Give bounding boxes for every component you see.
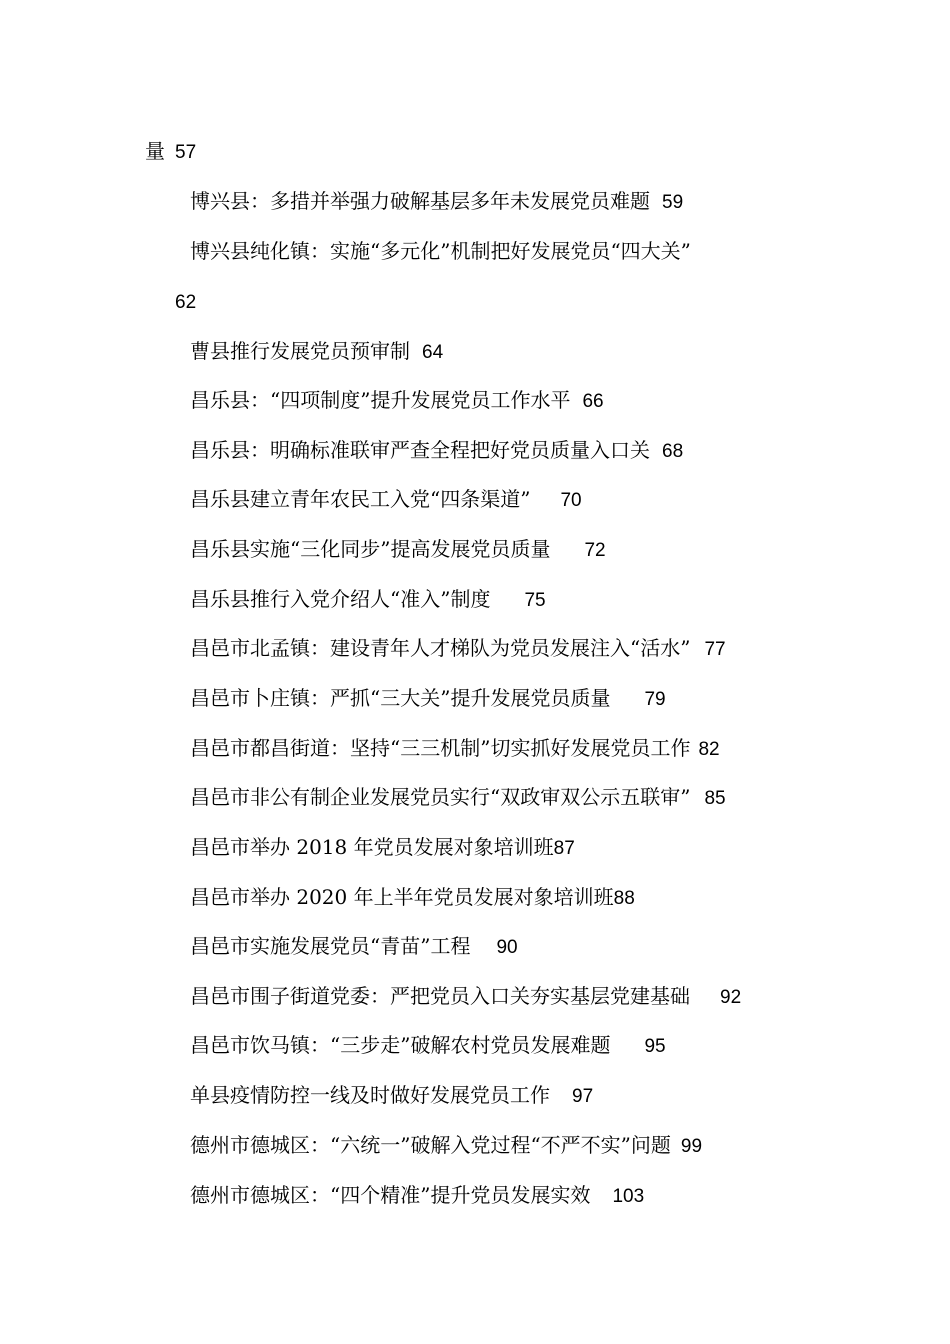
toc-entry [190, 535, 606, 565]
toc-entry [190, 982, 741, 1012]
toc-entry-page: 62 [175, 292, 197, 313]
toc-entry-title: 昌邑市实施发展党员“青苗”工程 [190, 934, 471, 958]
toc-entry-title: 昌邑市卜庄镇：严抓“三大关”提升发展党员质量 [190, 686, 611, 710]
toc-entry-title: 昌乐县推行入党介绍人“准入”制度 [190, 587, 491, 611]
toc-entry-page: 92 [720, 987, 742, 1008]
toc-entry-title: 博兴县：多措并举强力破解基层多年未发展党员难题 [190, 189, 650, 213]
toc-entry-title: 量 [145, 139, 165, 163]
toc-entry [190, 833, 575, 863]
toc-entry-page: 97 [572, 1086, 594, 1107]
toc-entry-page: 59 [662, 192, 684, 213]
toc-entry [190, 585, 546, 615]
toc-entry-title: 德州市德城区：“六统一”破解入党过程“不严不实”问题 [190, 1133, 671, 1157]
toc-entry-page: 72 [584, 540, 606, 561]
toc-entry-title: 昌邑市饮马镇：“三步走”破解农村党员发展难题 [190, 1033, 611, 1057]
toc-entry-page: 95 [644, 1036, 666, 1057]
toc-entry-title: 曹县推行发展党员预审制 [190, 339, 410, 363]
toc-entry [190, 237, 691, 265]
toc-entry [190, 485, 582, 515]
toc-entry-page: 68 [662, 441, 684, 462]
toc-entry [190, 932, 518, 962]
toc-entry [190, 436, 683, 466]
toc-entry-title: 昌邑市举办 2018 年党员发展对象培训班 [190, 835, 554, 859]
toc-entry [190, 337, 443, 367]
toc-entry-page: 88 [613, 888, 635, 909]
toc-entry [190, 1181, 644, 1211]
toc-entry-title: 昌邑市举办 2020 年上半年党员发展对象培训班 [190, 885, 614, 909]
toc-entry-page-wrap [175, 287, 196, 317]
toc-entry-page: 85 [704, 788, 726, 809]
toc-entry-title: 昌乐县实施“三化同步”提高发展党员质量 [190, 537, 551, 561]
toc-entry-page: 66 [582, 391, 604, 412]
toc-entry-page: 70 [560, 490, 582, 511]
toc-entry-title: 昌邑市围子街道党委：严把党员入口关夯实基层党建基础 [190, 984, 690, 1008]
toc-entry-title: 德州市德城区：“四个精准”提升党员发展实效 [190, 1183, 591, 1207]
toc-entry-title: 博兴县纯化镇：实施“多元化”机制把好发展党员“四大关” [190, 239, 691, 263]
toc-entry [190, 386, 604, 416]
toc-entry [190, 734, 720, 764]
toc-entry-page: 87 [553, 838, 575, 859]
toc-entry-page: 99 [680, 1136, 703, 1157]
toc-entry-page: 75 [524, 590, 546, 611]
toc-entry-page: 79 [644, 689, 666, 710]
toc-entry [190, 1081, 593, 1111]
toc-entry-page: 103 [612, 1186, 645, 1207]
toc-entry-title: 昌乐县建立青年农民工入党“四条渠道” [190, 487, 531, 511]
toc-entry [190, 1131, 702, 1161]
toc-entry-title: 单县疫情防控一线及时做好发展党员工作 [190, 1083, 550, 1107]
toc-entry [190, 634, 726, 664]
toc-entry [190, 684, 666, 714]
toc-entry-page: 90 [496, 937, 518, 958]
toc-entry [190, 187, 683, 217]
toc-entry [190, 783, 726, 813]
toc-entry-page: 82 [698, 739, 720, 760]
toc-entry-title: 昌乐县：明确标准联审严查全程把好党员质量入口关 [190, 438, 650, 462]
toc-entry-page: 77 [704, 639, 726, 660]
toc-entry-title: 昌乐县：“四项制度”提升发展党员工作水平 [190, 388, 571, 412]
toc-entry [190, 883, 635, 913]
toc-entry-continuation [145, 137, 196, 167]
toc-entry-page: 57 [175, 142, 197, 163]
toc-entry-title: 昌邑市非公有制企业发展党员实行“双政审双公示五联审” [190, 785, 691, 809]
toc-entry [190, 1031, 666, 1061]
toc-entry-title: 昌邑市北孟镇：建设青年人才梯队为党员发展注入“活水” [190, 636, 691, 660]
toc-entry-title: 昌邑市都昌街道：坚持“三三机制”切实抓好发展党员工作 [190, 736, 691, 760]
toc-entry-page: 64 [422, 342, 444, 363]
